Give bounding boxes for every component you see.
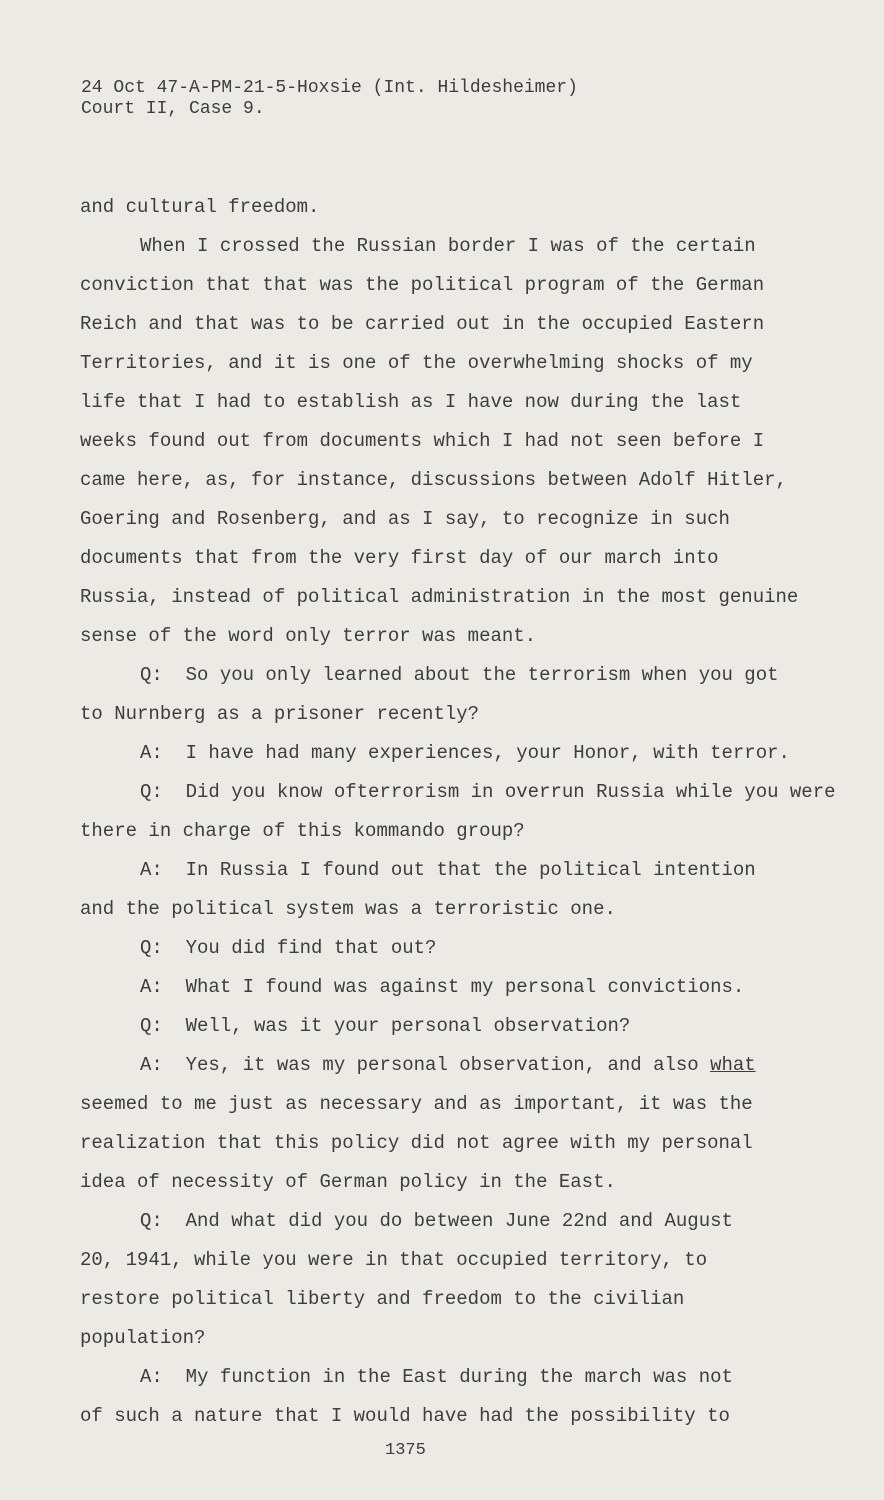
transcript-line [80, 266, 836, 305]
line-text: population? [80, 1327, 206, 1349]
line-text: Russia, instead of political administration in the most genuine [80, 586, 799, 608]
line-text: Q: Well, was it your personal observation? [140, 1015, 631, 1037]
transcript-line [80, 1280, 836, 1319]
transcript-line [80, 227, 836, 266]
transcript-body [80, 188, 836, 1436]
line-text: documents that from the very first day of our march into [80, 547, 719, 569]
line-text: realization that this policy did not agree with my personal [80, 1132, 753, 1154]
transcript-line [80, 734, 836, 773]
transcript-line [80, 422, 836, 461]
line-text: seemed to me just as necessary and as important, it was the [80, 1093, 753, 1115]
transcript-line [80, 539, 836, 578]
line-text: A: My function in the East during the march was not [140, 1366, 733, 1388]
line-text: A: What I found was against my personal convictions. [140, 976, 745, 998]
line-text: of such a nature that I would have had the possibility to [80, 1405, 730, 1427]
line-text: A: Yes, it was my personal observation, and also [140, 1054, 711, 1076]
header-line-1: 24 Oct 47-A-PM-21-5-Hoxsie (Int. Hildesheimer) [81, 78, 578, 98]
line-text: A: I have had many experiences, your Honor, with terror. [140, 742, 790, 764]
line-text: Q: Did you know ofterrorism in overrun Russia while you were [140, 781, 836, 803]
transcript-line [80, 1085, 836, 1124]
transcript-line [80, 812, 836, 851]
transcript-line [80, 1007, 836, 1046]
transcript-line [80, 383, 836, 422]
line-text: and cultural freedom. [80, 196, 320, 218]
transcript-line [80, 773, 836, 812]
transcript-line [80, 344, 836, 383]
page-number: 1375 [385, 1441, 426, 1460]
transcript-line [80, 1397, 836, 1436]
line-text: Territories, and it is one of the overwhelming shocks of my [80, 352, 753, 374]
line-text: Reich and that was to be carried out in the occupied Eastern [80, 313, 765, 335]
transcript-line [80, 1358, 836, 1397]
transcript-line [80, 656, 836, 695]
transcript-line [80, 1202, 836, 1241]
transcript-line [80, 929, 836, 968]
line-text: 20, 1941, while you were in that occupied territory, to [80, 1249, 708, 1271]
transcript-line [80, 1124, 836, 1163]
line-text: came here, as, for instance, discussions between Adolf Hitler, [80, 469, 787, 491]
line-text: A: In Russia I found out that the political intention [140, 859, 756, 881]
transcript-line [80, 890, 836, 929]
line-text: Goering and Rosenberg, and as I say, to recognize in such [80, 508, 730, 530]
transcript-line [80, 695, 836, 734]
line-text: there in charge of this kommando group? [80, 820, 525, 842]
transcript-line [80, 968, 836, 1007]
transcript-line [80, 851, 836, 890]
line-text: Q: And what did you do between June 22nd and August [140, 1210, 733, 1232]
line-text: to Nurnberg as a prisoner recently? [80, 703, 480, 725]
transcript-line [80, 500, 836, 539]
transcript-line [80, 1046, 836, 1085]
transcript-line [80, 578, 836, 617]
underlined-word: what [710, 1054, 756, 1076]
line-text: Q: You did find that out? [140, 937, 437, 959]
line-text: Q: So you only learned about the terrorism when you got [140, 664, 779, 686]
transcript-line [80, 461, 836, 500]
line-text: weeks found out from documents which I had not seen before I [80, 430, 765, 452]
transcript-line [80, 1241, 836, 1280]
line-text: and the political system was a terroristic one. [80, 898, 616, 920]
transcript-line [80, 617, 836, 656]
line-text: sense of the word only terror was meant. [80, 625, 537, 647]
line-text: idea of necessity of German policy in the East. [80, 1171, 616, 1193]
transcript-line [80, 305, 836, 344]
line-text: life that I had to establish as I have now during the last [80, 391, 742, 413]
document-header [81, 78, 578, 120]
line-text: When I crossed the Russian border I was of the certain [140, 235, 756, 257]
header-line-2: Court II, Case 9. [81, 99, 265, 119]
line-text: restore political liberty and freedom to the civilian [80, 1288, 685, 1310]
transcript-line [80, 188, 836, 227]
line-text: conviction that that was the political program of the German [80, 274, 765, 296]
transcript-line [80, 1319, 836, 1358]
transcript-line [80, 1163, 836, 1202]
